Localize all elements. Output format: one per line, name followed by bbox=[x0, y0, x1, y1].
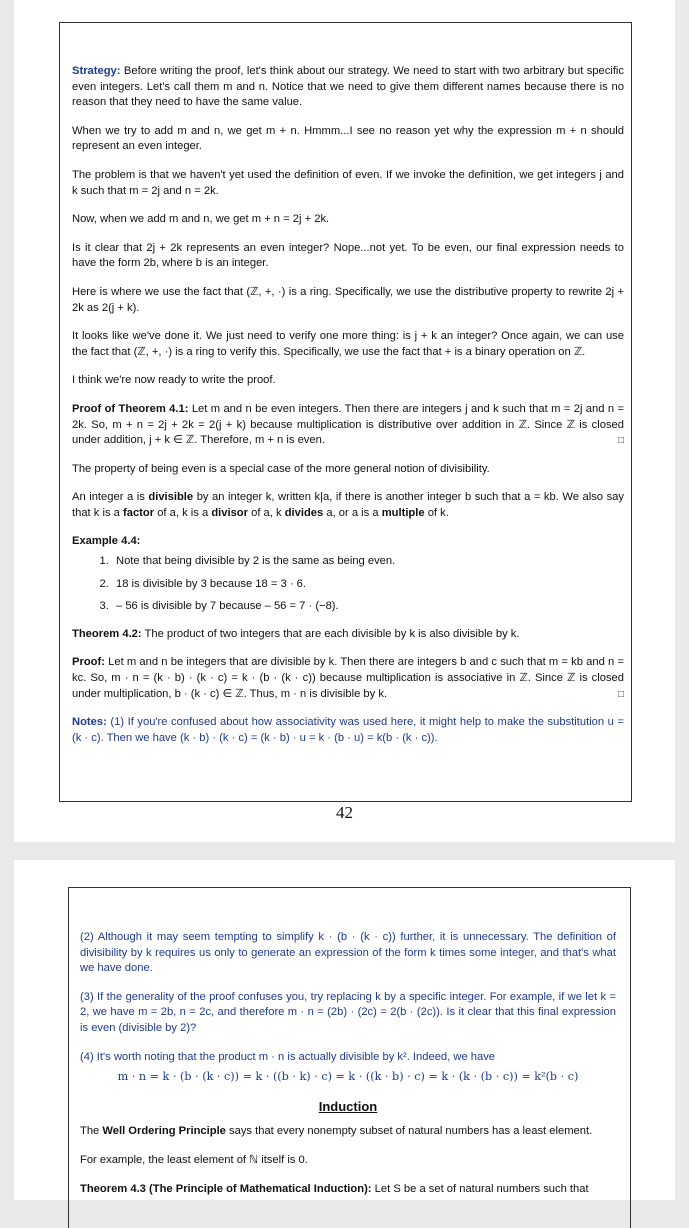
definition-divisible bbox=[72, 490, 624, 521]
theorem-43-text: Let S be a set of natural numbers such that bbox=[374, 1182, 589, 1195]
section-heading-induction: Induction bbox=[318, 1098, 378, 1114]
page-42-content bbox=[72, 64, 624, 759]
theorem-43-label: Theorem 4.3 (The Principle of Mathematical Induction): bbox=[80, 1182, 372, 1195]
def-text: of a, k is a bbox=[154, 506, 212, 519]
proof-label: Proof: bbox=[72, 656, 105, 669]
notes-label: Notes: bbox=[72, 716, 107, 729]
qed-symbol: □ bbox=[617, 435, 624, 447]
term-multiple: multiple bbox=[381, 506, 425, 519]
well-ordering-principle bbox=[80, 1124, 616, 1140]
proof-41-label: Proof of Theorem 4.1: bbox=[72, 402, 189, 415]
def-text: An integer a is bbox=[72, 491, 149, 504]
paragraph-divisibility: The property of being even is a special case of the more general notion of divisibility. bbox=[72, 462, 490, 475]
proof-theorem-4-1 bbox=[72, 402, 624, 449]
paragraph-clear: Is it clear that 2j + 2k represents an even integer? Nope...not yet. To be even, our final expression needs to have the form 2b, where b is an integer. bbox=[72, 241, 624, 270]
notes-text: (1) If you're confused about how associativity was used here, it might help to make the substitution u = (k · c). Then we have (k · b) · (k · c) = (k · b) · u = k · (b · u) = k(b · (k · c)). bbox=[72, 716, 624, 744]
paragraph-add: When we try to add m and n, we get m + n. Hmmm...I see no reason yet why the expression m + n should represent an even integer. bbox=[72, 124, 624, 153]
theorem-4-3 bbox=[80, 1182, 616, 1198]
list-item: 1. Note that being divisible by 2 is the same as being even. bbox=[112, 554, 624, 570]
example-list bbox=[72, 554, 624, 615]
term-divisible: divisible bbox=[148, 491, 194, 504]
wop-text: The bbox=[80, 1125, 103, 1138]
example-4-4 bbox=[72, 534, 624, 614]
def-text: a, or a is a bbox=[323, 506, 382, 519]
list-item: 3. – 56 is divisible by 7 because – 56 = 7 · (−8). bbox=[112, 599, 624, 615]
paragraph-sum: Now, when we add m and n, we get m + n = 2j + 2k. bbox=[72, 213, 330, 226]
notes-paragraph bbox=[72, 715, 624, 746]
paragraph-verify: It looks like we've done it. We just need to verify one more thing: is j + k an integer? Once again, we can use the fact that (ℤ, +, ·) is a ring to verify this. Specifically, we use the fact that + is a binary operation on ℤ. bbox=[72, 330, 624, 358]
note-4-equation: m · n = k · (b · (k · c)) = k · ((b · k) · c) = k · ((k · b) · c) = k · (k · (b · c)) = k²(b · c) bbox=[117, 1070, 579, 1084]
note-3: (3) If the generality of the proof confuses you, try replacing k by a specific integer. For example, if we let k = 2, we have m = 2b, n = 2c, and therefore m · n = (2b) · (2c) = 2(b · (2c)). Is it clear that this final expression is even (divisible by 2)? bbox=[80, 990, 616, 1034]
theorem-42-label: Theorem 4.2: bbox=[72, 627, 142, 640]
list-item: 2. 18 is divisible by 3 because 18 = 3 · 6. bbox=[112, 577, 624, 593]
wop-text: says that every nonempty subset of natural numbers has a least element. bbox=[225, 1125, 593, 1138]
strategy-label: Strategy: bbox=[72, 65, 121, 77]
note-4: (4) It's worth noting that the product m · n is actually divisible by k². Indeed, we have bbox=[80, 1050, 496, 1063]
paragraph-definition: The problem is that we haven't yet used the definition of even. If we invoke the definition, we get integers j and k such that m = 2j and n = 2k. bbox=[72, 168, 624, 197]
def-text: of k. bbox=[424, 506, 449, 519]
proof-41-text: Let m and n be even integers. Then there are integers j and k such that m = 2j and n = 2k. So, m + n = 2j + 2k = 2(j + k) because multiplication is distributive over addition in ℤ. Since ℤ is closed under addition, j + k ∈ ℤ. Therefore, m + n is even. bbox=[72, 402, 624, 447]
def-text: of a, k bbox=[248, 506, 285, 519]
page-number: 42 bbox=[336, 803, 353, 822]
proof-42-text: Let m and n be integers that are divisible by k. Then there are integers b and c such that m = kb and n = kc. So, m · n = (k · b) · (k · c) = k · (b · (k · c)) because multiplication is associative in ℤ. Since ℤ is closed under multiplication, b · (k · c) ∈ ℤ. Thus, m · n is divisible by k. bbox=[72, 656, 625, 700]
page-42 bbox=[14, 0, 675, 842]
strategy-paragraph bbox=[72, 64, 624, 111]
term-divides: divides bbox=[284, 506, 324, 519]
theorem-4-2 bbox=[72, 627, 624, 643]
strategy-text: Before writing the proof, let's think about our strategy. We need to start with two arbitrary but specific even integers. Let's call them m and n. Notice that we need to give them different names because there is no reason that they need to have the same value. bbox=[72, 65, 625, 109]
theorem-42-text: The product of two integers that are each divisible by k is also divisible by k. bbox=[144, 627, 520, 640]
paragraph-ring: Here is where we use the fact that (ℤ, +, ·) is a ring. Specifically, we use the distributive property to rewrite 2j + 2k as 2(j + k). bbox=[72, 285, 624, 314]
def-text: by an integer k, written k|a, if there is another integer b such that a = kb. We also say that k is a bbox=[72, 491, 624, 519]
note-2: (2) Although it may seem tempting to simplify k · (b · (k · c)) further, it is unnecessary. The definition of divisibility by k requires us only to generate an expression of the form k times some integer, and that's what we have done. bbox=[80, 931, 616, 975]
page-43-content bbox=[80, 930, 616, 1210]
term-divisor: divisor bbox=[211, 506, 248, 519]
term-well-ordering: Well Ordering Principle bbox=[102, 1125, 226, 1138]
example-label: Example 4.4: bbox=[72, 535, 141, 548]
qed-symbol: □ bbox=[617, 688, 624, 700]
wop-example: For example, the least element of ℕ itself is 0. bbox=[80, 1153, 308, 1166]
proof-theorem-4-2 bbox=[72, 655, 624, 702]
term-factor: factor bbox=[123, 506, 155, 519]
paragraph-ready: I think we're now ready to write the proof. bbox=[72, 374, 276, 387]
